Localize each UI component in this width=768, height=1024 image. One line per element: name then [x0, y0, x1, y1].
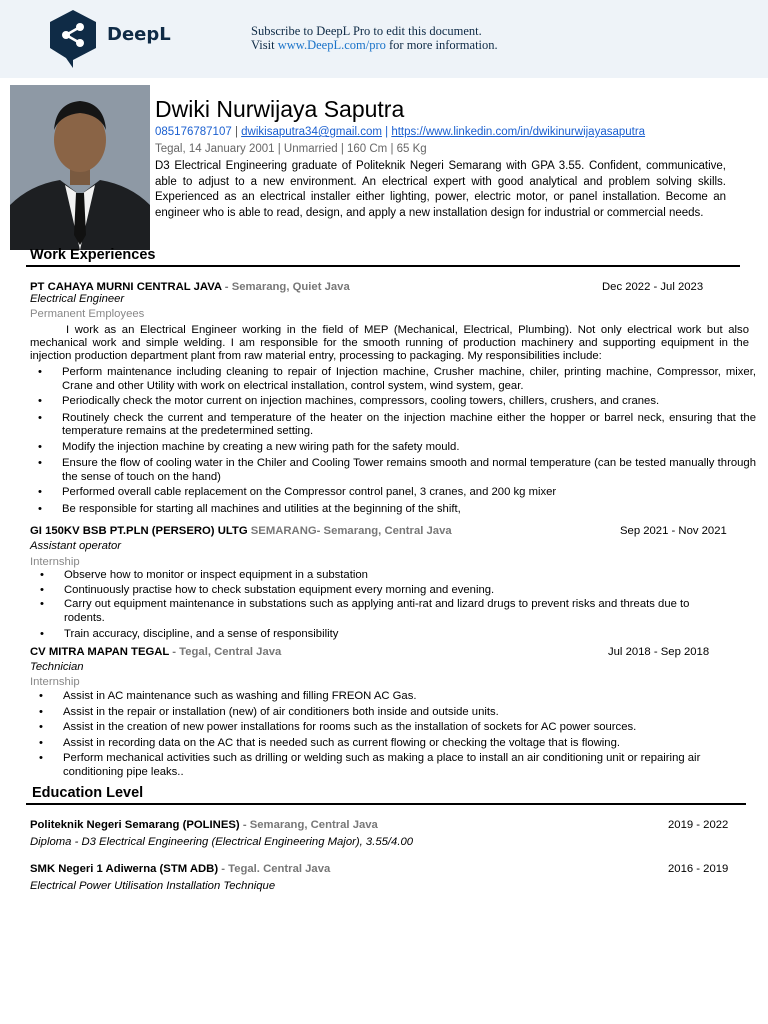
bullet-dot: •	[39, 721, 43, 733]
job-type: Permanent Employees	[30, 308, 145, 320]
bullet-dot: •	[38, 457, 42, 469]
list-item-text: Assist in recording data on the AC that is needed such as current flowing or checking the voltage that is flowing.	[63, 736, 621, 749]
job-role: Electrical Engineer	[30, 293, 125, 305]
list-item-text: Periodically check the motor current on injection machines, compressors, cooling towers, chillers, crushers, and cranes.	[62, 395, 660, 407]
job-dates: Jul 2018 - Sep 2018	[608, 646, 710, 658]
personal-meta: Tegal, 14 January 2001 | Unmarried | 160 Cm | 65 Kg	[155, 143, 427, 155]
job-heading	[30, 525, 452, 537]
education-section-rule	[26, 803, 746, 805]
list-item-text: Carry out equipment maintenance in substations such as applying anti-rat and lizard drugs to prevent risks and threats due to rodents.	[64, 598, 690, 624]
deepl-pro-link[interactable]: www.DeepL.com/pro	[277, 38, 386, 52]
phone-number[interactable]: 085176787107	[155, 126, 232, 138]
bullet-dot: •	[38, 366, 42, 378]
list-item-text: Modify the injection machine by creating a new wiring path for the safety mould.	[62, 440, 460, 453]
deepl-banner	[0, 0, 768, 78]
bullet-dot: •	[40, 628, 44, 640]
list-item	[40, 598, 724, 625]
school-location: - Tegal. Central Java	[218, 863, 331, 875]
bullet-dot: •	[38, 486, 42, 498]
bullet-dot: •	[38, 502, 42, 515]
job-intro: I work as an Electrical Engineer working in the field of MEP (Mechanical, Electrical, Plumbing). Not only electrical work but also mechanical work and simple welding. I am responsible for the smooth running of production machinery and supporting equipment in the injection production department plant from raw material entry, processing to packaging. My responsibilities include:	[30, 324, 749, 362]
list-item	[39, 736, 733, 751]
list-item-text: Performed overall cable replacement on the Compressor control panel, 3 cranes, and 200 kg mixer	[62, 486, 557, 498]
notice-pre: Visit	[251, 38, 278, 52]
list-item	[39, 721, 733, 735]
list-item	[38, 395, 756, 409]
list-item	[38, 502, 756, 517]
school-name: SMK Negeri 1 Adiwerna (STM ADB)	[30, 863, 219, 875]
contact-separator: |	[231, 126, 242, 138]
job-responsibilities	[39, 690, 733, 779]
list-item-text: Be responsible for starting all machines and utilities at the beginning of the shift,	[62, 502, 461, 515]
list-item-text: Continuously practise how to check substation equipment every morning and evening.	[64, 583, 495, 596]
list-item	[39, 690, 733, 704]
list-item-text: Train accuracy, discipline, and a sense of responsibility	[64, 628, 339, 640]
job-location: SEMARANG- Semarang, Central Java	[247, 525, 452, 537]
job-company: PT CAHAYA MURNI CENTRAL JAVA	[30, 281, 222, 293]
linkedin-link[interactable]: https://www.linkedin.com/in/dwikinurwijayasaputra	[391, 126, 646, 138]
profile-summary: D3 Electrical Engineering graduate of Politeknik Negeri Semarang with GPA 3.55. Confident, communicative, able to adjust to a new environment. An electrical expert with good analytical and problem solving skills. Experienced as an electrical installer either lighting, power, electric motor, or panel installation. Become an engineer who is able to read, design, and apply a new installation design for industrial or commercial needs.	[155, 160, 726, 219]
list-item	[39, 705, 733, 720]
list-item	[40, 628, 724, 642]
subscribe-notice	[251, 24, 498, 52]
list-item	[38, 366, 756, 393]
school-dates: 2019 - 2022	[668, 819, 729, 831]
bullet-dot: •	[39, 752, 43, 764]
list-item-text: Perform mechanical activities such as drilling or welding such as making a place to install an air conditioning unit or repairing air conditioning pipe leaks..	[63, 752, 701, 778]
job-company: CV MITRA MAPAN TEGAL	[30, 646, 170, 658]
job-heading	[30, 281, 350, 293]
notice-line-2	[251, 38, 498, 52]
deepl-logo-icon[interactable]	[46, 8, 100, 68]
school-dates: 2016 - 2019	[668, 863, 729, 875]
candidate-name: Dwiki Nurwijaya Saputra	[155, 96, 405, 122]
list-item-text: Perform maintenance including cleaning to repair of Injection machine, Crusher machine, chiler, printing machine, Compressor, mixer, Crane and other Utility with work on electrical installation, control system, wind system, gear.	[62, 366, 756, 392]
list-item-text: Assist in the creation of new power installations for rooms such as the installation of sockets for AC power sources.	[63, 721, 637, 733]
list-item	[40, 583, 724, 598]
bullet-dot: •	[39, 736, 43, 749]
list-item	[38, 411, 756, 439]
list-item-text: Ensure the flow of cooling water in the Chiler and Cooling Tower remains smooth and normal temperature (can be tested manually through the sense of touch on the hand)	[62, 457, 756, 483]
job-location: - Tegal, Central Java	[169, 646, 282, 658]
work-section-rule	[26, 265, 740, 267]
bullet-dot: •	[38, 411, 42, 424]
list-item-text: Assist in the repair or installation (new) of air conditioners both inside and outside units.	[63, 705, 499, 718]
job-location: - Semarang, Quiet Java	[221, 281, 350, 293]
job-responsibilities	[38, 366, 756, 516]
job-dates: Sep 2021 - Nov 2021	[620, 525, 727, 537]
list-item	[38, 457, 756, 484]
school-heading	[30, 819, 378, 831]
list-item-text: Assist in AC maintenance such as washing and filling FREON AC Gas.	[63, 690, 417, 702]
job-role: Technician	[30, 661, 84, 673]
bullet-dot: •	[38, 440, 42, 453]
list-item	[38, 486, 756, 500]
school-heading	[30, 863, 330, 875]
work-section-title: Work Experiences	[30, 247, 156, 263]
list-item-text: Observe how to monitor or inspect equipment in a substation	[64, 569, 368, 581]
school-detail: Diploma - D3 Electrical Engineering (Electrical Engineering Major), 3.55/4.00	[30, 836, 414, 848]
email-link[interactable]: dwikisaputra34@gmail.com	[241, 126, 382, 138]
job-responsibilities	[40, 569, 724, 642]
school-detail: Electrical Power Utilisation Installation Technique	[30, 880, 276, 892]
job-dates: Dec 2022 - Jul 2023	[602, 281, 704, 293]
notice-post: for more information.	[385, 38, 498, 52]
bullet-dot: •	[40, 569, 44, 581]
profile-photo	[10, 85, 150, 250]
list-item	[39, 752, 733, 779]
job-company: GI 150KV BSB PT.PLN (PERSERO) ULTG	[30, 525, 248, 537]
bullet-dot: •	[40, 583, 44, 596]
notice-line-1: Subscribe to DeepL Pro to edit this document.	[251, 24, 482, 38]
contact-line	[155, 126, 645, 138]
job-type: Internship	[30, 556, 80, 568]
bullet-dot: •	[40, 598, 44, 610]
bullet-dot: •	[38, 395, 42, 407]
school-name: Politeknik Negeri Semarang (POLINES)	[30, 819, 240, 831]
education-section-title: Education Level	[32, 785, 144, 801]
contact-separator: |	[381, 126, 392, 138]
list-item	[38, 440, 756, 455]
job-heading	[30, 646, 281, 658]
bullet-dot: •	[39, 690, 43, 702]
school-location: - Semarang, Central Java	[239, 819, 378, 831]
deepl-logo-text[interactable]: DeepL	[107, 24, 171, 45]
job-role: Assistant operator	[30, 540, 122, 552]
job-type: Internship	[30, 676, 80, 688]
bullet-dot: •	[39, 705, 43, 718]
list-item-text: Routinely check the current and temperature of the heater on the injection machine either the hopper or barrel neck, ensuring that the temperature remains at the predetermined setting.	[62, 411, 756, 437]
list-item	[40, 569, 724, 583]
